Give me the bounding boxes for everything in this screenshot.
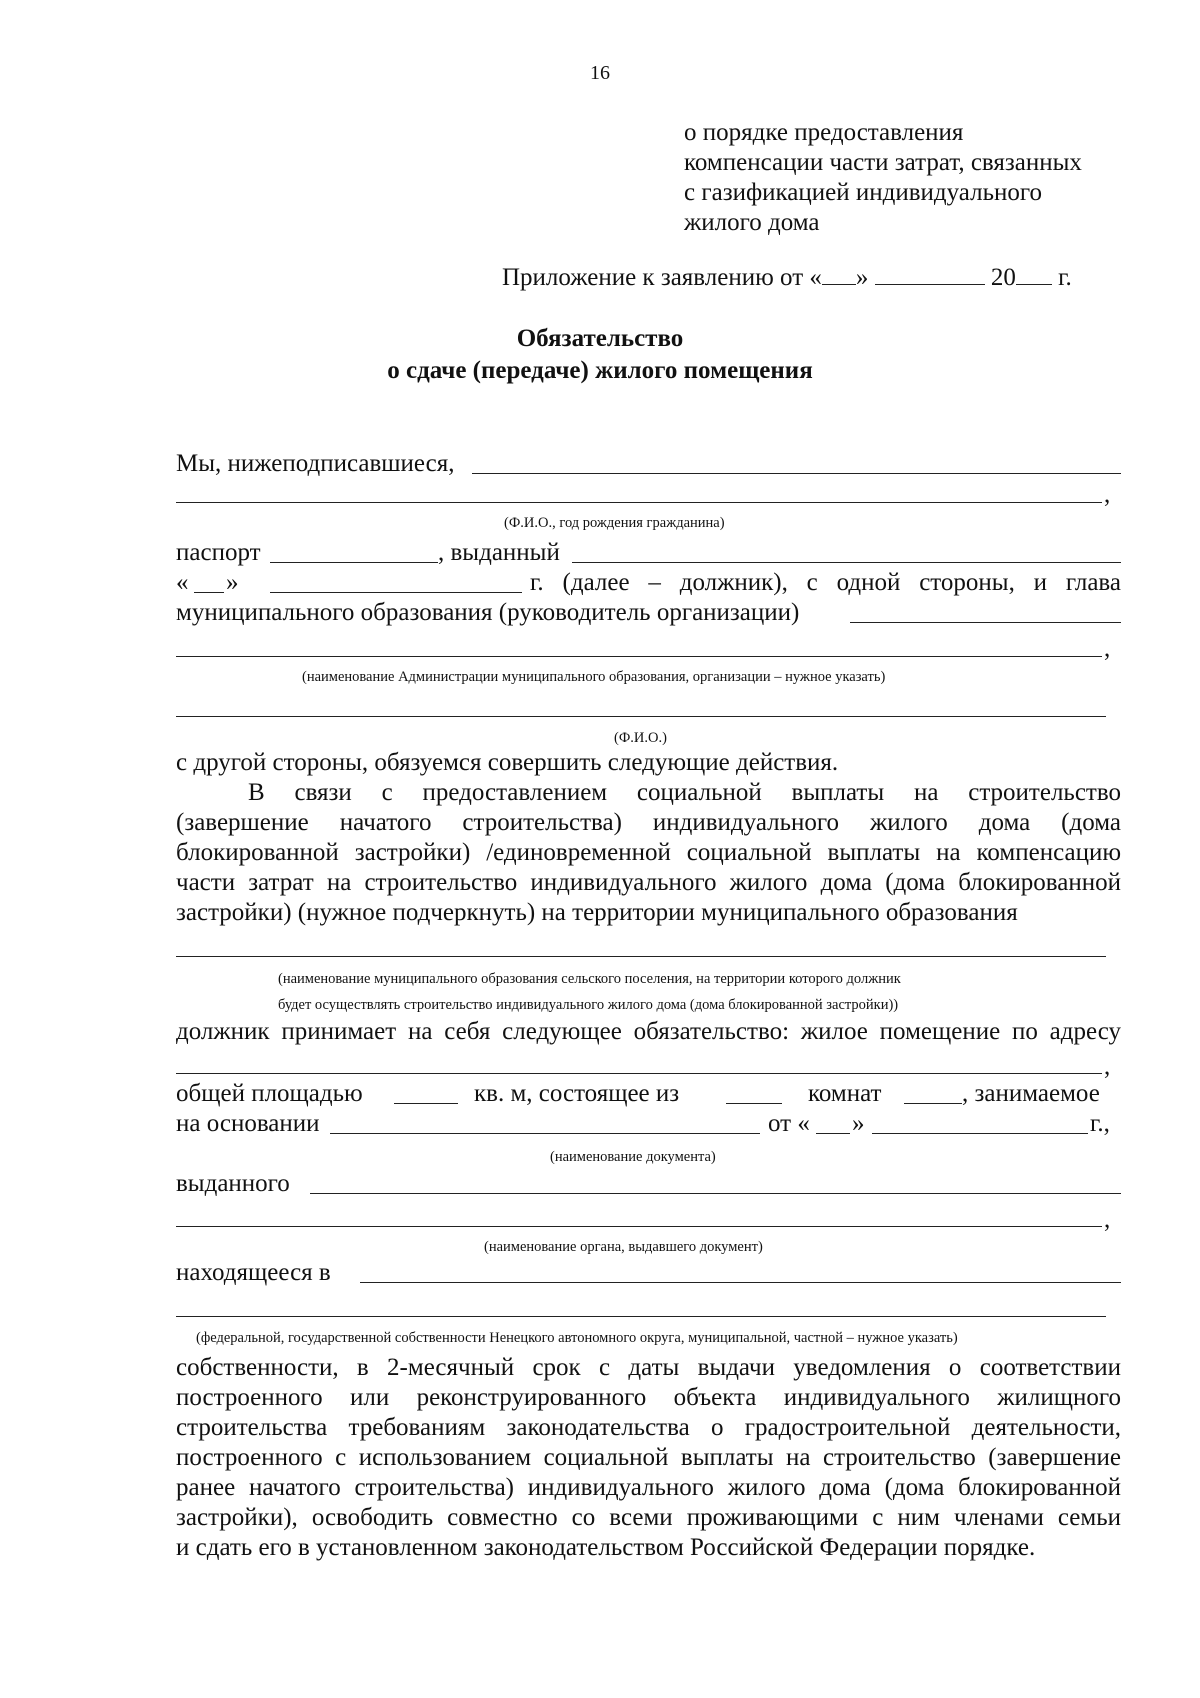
other-side-text: с другой стороны, обязуемся совершить следующие действия. bbox=[176, 749, 839, 776]
comma: , bbox=[1104, 1053, 1111, 1080]
address-field[interactable] bbox=[176, 1073, 1102, 1074]
caption-fio: (Ф.И.О.) bbox=[614, 730, 667, 746]
rooms-label: комнат bbox=[808, 1080, 882, 1107]
occupied-label: , занимаемое bbox=[962, 1080, 1100, 1107]
open-quote: « bbox=[176, 569, 189, 596]
municipal-head-field-2[interactable] bbox=[176, 656, 1102, 657]
para2-line: построенного или реконструированного объекта индивидуального жилищного bbox=[176, 1384, 1121, 1411]
annex-line bbox=[502, 262, 1072, 293]
annex-prefix: Приложение к заявлению от « bbox=[502, 264, 822, 291]
annex-month-field[interactable] bbox=[875, 262, 985, 285]
obligation-line: должник принимает на себя следующее обязательство: жилое помещение по адресу bbox=[176, 1018, 1121, 1045]
para1-line: застройки) (нужное подчеркнуть) на территории муниципального образования bbox=[176, 899, 1018, 926]
para2-line: и сдать его в установленном законодательством Российской Федерации порядке. bbox=[176, 1534, 1036, 1561]
doc-subtitle: о сдаче (передаче) жилого помещения bbox=[387, 357, 813, 384]
para1-line: (завершение начатого строительства) индивидуального жилого дома (дома bbox=[176, 809, 1121, 836]
municipal-head-field[interactable] bbox=[850, 622, 1121, 623]
head-fio-field[interactable] bbox=[176, 716, 1106, 717]
caption-settlement: будет осуществлять строительство индивидуального жилого дома (дома блокированной застройки)) bbox=[278, 997, 899, 1013]
basis-day-field[interactable] bbox=[816, 1133, 850, 1134]
caption-ownership: (федеральной, государственной собственности Ненецкого автономного округа, муниципальной, частной – нужное указать) bbox=[196, 1330, 958, 1346]
located-in-field[interactable] bbox=[360, 1282, 1121, 1283]
issued-by-field-2[interactable] bbox=[176, 1226, 1102, 1227]
basis-month-year-field[interactable] bbox=[872, 1133, 1088, 1134]
passport-issuer-field[interactable] bbox=[572, 562, 1121, 563]
caption-issuer: (наименование органа, выдавшего документ) bbox=[484, 1239, 763, 1255]
header-line: о порядке предоставления bbox=[684, 119, 964, 146]
header-line: компенсации части затрат, связанных bbox=[684, 149, 1082, 176]
area-field[interactable] bbox=[394, 1103, 458, 1104]
issued-by-field[interactable] bbox=[310, 1193, 1121, 1194]
comma: , bbox=[1104, 1206, 1111, 1233]
we-undersigned-label: Мы, нижеподписавшиеся, bbox=[176, 450, 455, 477]
caption-fio-year: (Ф.И.О., год рождения гражданина) bbox=[504, 515, 725, 531]
header-line: с газификацией индивидуального bbox=[684, 179, 1043, 206]
para2-line: собственности, в 2-месячный срок с даты выдачи уведомления о соответствии bbox=[176, 1354, 1121, 1381]
undersigned-field-2[interactable] bbox=[176, 502, 1102, 503]
occupied-field[interactable] bbox=[904, 1103, 962, 1104]
passport-label: паспорт bbox=[176, 539, 261, 566]
close-quote: » bbox=[226, 569, 239, 596]
comma: , bbox=[1104, 635, 1111, 662]
para2-line: застройки), освободить совместно со всеми проживающими с ним членами семьи bbox=[176, 1504, 1121, 1531]
annex-mid: » bbox=[855, 264, 869, 291]
from-label: от « bbox=[768, 1110, 810, 1137]
rooms-count-field[interactable] bbox=[726, 1103, 782, 1104]
municipal-head-label: муниципального образования (руководитель организации) bbox=[176, 599, 800, 626]
annex-suffix: г. bbox=[1058, 264, 1072, 291]
caption-settlement: (наименование муниципального образования сельского поселения, на территории которого должник bbox=[278, 971, 901, 987]
annex-year-field[interactable] bbox=[1016, 262, 1052, 285]
area-label: общей площадью bbox=[176, 1080, 363, 1107]
ownership-field[interactable] bbox=[176, 1316, 1106, 1317]
debtor-text: г. (далее – должник), с одной стороны, и глава bbox=[530, 569, 1121, 596]
para2-line: ранее начатого строительства) индивидуального жилого дома (дома блокированной bbox=[176, 1474, 1121, 1501]
basis-document-field[interactable] bbox=[330, 1133, 760, 1134]
close-quote: » bbox=[852, 1110, 865, 1137]
comma: , bbox=[1104, 481, 1111, 508]
para1-line: части затрат на строительство индивидуального жилого дома (дома блокированной bbox=[176, 869, 1121, 896]
passport-number-field[interactable] bbox=[270, 562, 438, 563]
header-line: жилого дома bbox=[684, 209, 820, 236]
undersigned-field[interactable] bbox=[472, 473, 1121, 474]
para2-line: строительства требованиям законодательства о градостроительной деятельности, bbox=[176, 1414, 1121, 1441]
year-g-label: г., bbox=[1090, 1110, 1110, 1137]
basis-label: на основании bbox=[176, 1110, 320, 1137]
doc-title: Обязательство bbox=[516, 325, 684, 352]
annex-year-prefix: 20 bbox=[990, 264, 1016, 291]
para1-line: блокированной застройки) /единовременной социальной выплаты на компенсацию bbox=[176, 839, 1121, 866]
sq-m-label: кв. м, состоящее из bbox=[474, 1080, 680, 1107]
passport-month-year-field[interactable] bbox=[270, 592, 522, 593]
caption-doc: (наименование документа) bbox=[550, 1149, 716, 1165]
caption-admin: (наименование Администрации муниципального образования, организации – нужное указать) bbox=[302, 669, 886, 685]
located-in-label: находящееся в bbox=[176, 1259, 331, 1286]
issued-label: , выданный bbox=[438, 539, 560, 566]
para2-line: построенного с использованием социальной выплаты на строительство (завершение bbox=[176, 1444, 1121, 1471]
annex-day-field[interactable] bbox=[822, 262, 856, 285]
settlement-field[interactable] bbox=[176, 956, 1106, 957]
issued-by-label: выданного bbox=[176, 1170, 290, 1197]
passport-day-field[interactable] bbox=[194, 592, 224, 593]
para1-line: В связи с предоставлением социальной выплаты на строительство bbox=[248, 779, 1121, 806]
page-number: 16 bbox=[590, 62, 610, 84]
